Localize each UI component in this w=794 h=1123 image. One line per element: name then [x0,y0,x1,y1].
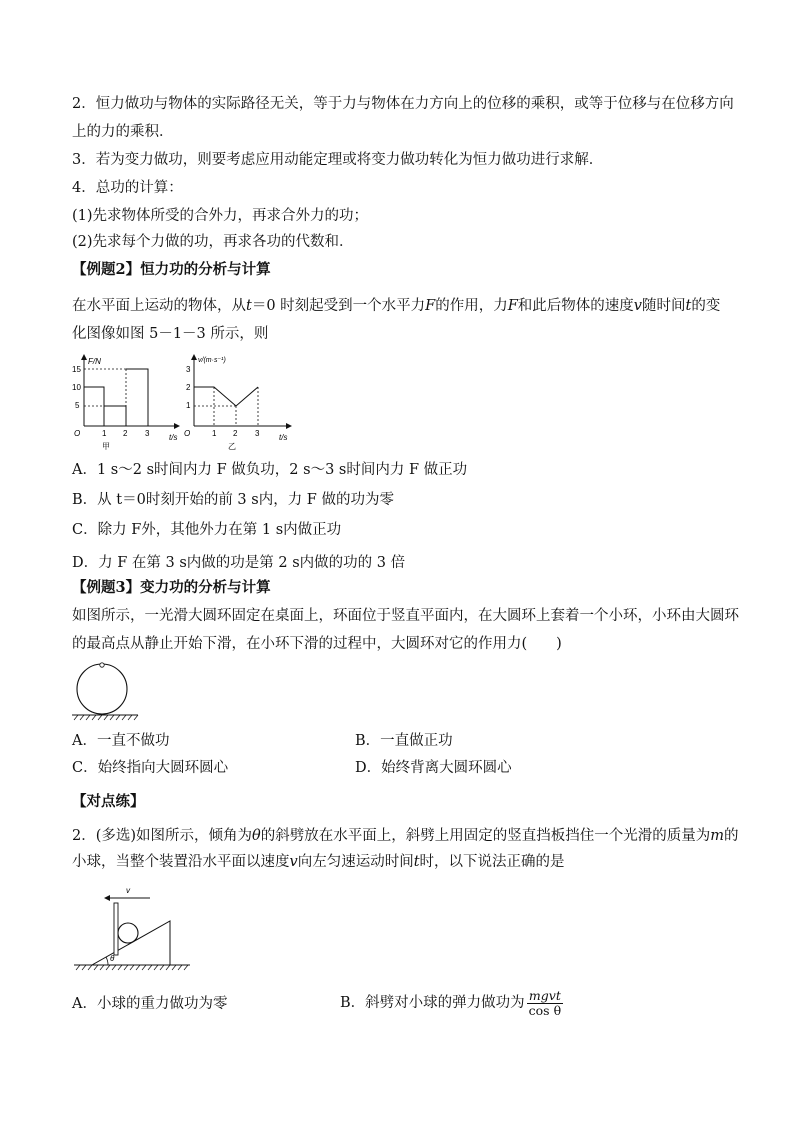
var-t: t [246,298,252,314]
graph-left-xtick-2: 2 [123,429,128,438]
graph-right-origin: O [184,429,191,438]
practice-question-line-1 [72,826,739,846]
stem-text: 在水平面上运动的物体，从 [72,298,246,314]
fig-theta-label: θ [110,954,115,963]
example-2-stem-line-1 [72,296,720,316]
practice-option-b [340,986,563,1020]
graph-right-xlabel: t/s [279,433,288,442]
practice-question-line-2 [72,852,565,872]
graph-right-ylabel: v/(m·s⁻¹) [198,357,226,364]
graph-right-ytick-3: 3 [186,365,191,374]
graph-right-ytick-1: 1 [186,401,191,410]
var-F: F [507,298,518,314]
work-fraction [527,989,563,1018]
example-3-stem-line-1: 如图所示，一光滑大圆环固定在桌面上，环面位于竖直平面内，在大圆环上套着一个小环，小环由大圆环 [72,608,739,624]
graph-left-ylabel: F/N [88,357,101,366]
example-3-option-b: B．一直做正功 [355,733,453,749]
var-t: t [413,854,420,870]
graph-right-xtick-3: 3 [255,429,260,438]
graph-left-ytick-5: 5 [75,401,80,410]
practice-title: 【对点练】 [72,793,145,810]
question-text: 2．(多选)如图所示，倾角为 [72,828,253,844]
fraction-denominator: cos θ [528,1002,562,1018]
stem-text: ＝0 时刻起受到一个水平力 [251,298,426,314]
example-3-option-c: C．始终指向大圆环圆心 [72,760,229,776]
velocity-time-graph [182,352,297,452]
var-m: m [710,828,725,844]
graph-right-xtick-2: 2 [233,429,238,438]
example-2-option-c: C．除力 F外，其他外力在第 1 s内做正功 [72,522,342,538]
example-2-title: 【例题2】恒力功的分析与计算 [72,261,271,278]
graph-left-xtick-1: 1 [102,429,107,438]
fraction-numerator: mgvt [527,989,563,1004]
graph-right-ytick-2: 2 [186,383,191,392]
example-3-option-a: A．一直不做功 [72,733,170,749]
stem-text: 和此后物体的速度 [517,298,634,314]
graph-left-ytick-10: 10 [72,383,81,392]
point-2-line-1: 2．恒力做功与物体的实际路径无关，等于力与物体在力方向上的位移的乘积，或等于位移与在位移方向 [72,96,734,112]
point-3: 3．若为变力做功，则要考虑应用动能定理或将变力做功转化为恒力做功进行求解． [72,152,604,168]
question-text: 小球，当整个装置沿水平面以速度 [72,854,290,870]
fig-velocity-label: v [126,886,130,895]
question-text: 的 [724,828,739,844]
graph-left-origin: O [74,429,81,438]
point-4: 4．总功的计算： [72,180,183,196]
graph-left-ytick-15: 15 [72,365,81,374]
example-3-stem-line-2: 的最高点从静止开始下滑，在小环下滑的过程中，大圆环对它的作用力( ) [72,636,562,652]
point-4-2: (2)先求每个力做的功，再求各功的代数和． [72,234,354,250]
graph-left-xlabel: t/s [169,433,178,442]
force-time-graph [72,352,182,452]
example-3-option-d: D．始终背离大圆环圆心 [355,760,512,776]
graph-left-xtick-3: 3 [145,429,150,438]
ring-on-table-figure [72,660,152,722]
point-4-1: (1)先求物体所受的合外力，再求合外力的功； [72,208,369,224]
stem-text: 的作用，力 [435,298,508,314]
option-b-text: B．斜劈对小球的弹力做功为 [340,995,525,1011]
question-text: 向左匀速运动时间 [297,854,414,870]
var-t: t [685,298,692,314]
graph-right-caption: 乙 [228,442,236,451]
stem-text: 的变 [691,298,721,314]
point-2-line-2: 上的力的乘积． [72,124,174,140]
practice-option-a: A．小球的重力做功为零 [72,996,228,1012]
graph-left-caption: 甲 [102,442,110,451]
var-F: F [425,298,436,314]
var-v: v [633,298,642,314]
question-text: 的斜劈放在水平面上，斜劈上用固定的竖直挡板挡住一个光滑的质量为 [260,828,711,844]
incline-ball-figure [72,883,192,975]
example-2-option-d: D．力 F 在第 3 s内做的功是第 2 s内做的功的 3 倍 [72,555,406,571]
question-text: 时，以下说法正确的是 [419,854,565,870]
var-theta: θ [252,828,261,844]
var-v: v [289,854,298,870]
stem-text: 随时间 [642,298,686,314]
graph-right-xtick-1: 1 [212,429,217,438]
example-3-title: 【例题3】变力功的分析与计算 [72,579,271,596]
example-2-stem-line-2: 化图像如图 5－1－3 所示，则 [72,326,269,342]
example-2-option-b: B．从 t＝0时刻开始的前 3 s内，力 F 做的功为零 [72,492,394,508]
example-2-option-a: A．1 s～2 s时间内力 F 做负功，2 s～3 s时间内力 F 做正功 [72,462,468,478]
